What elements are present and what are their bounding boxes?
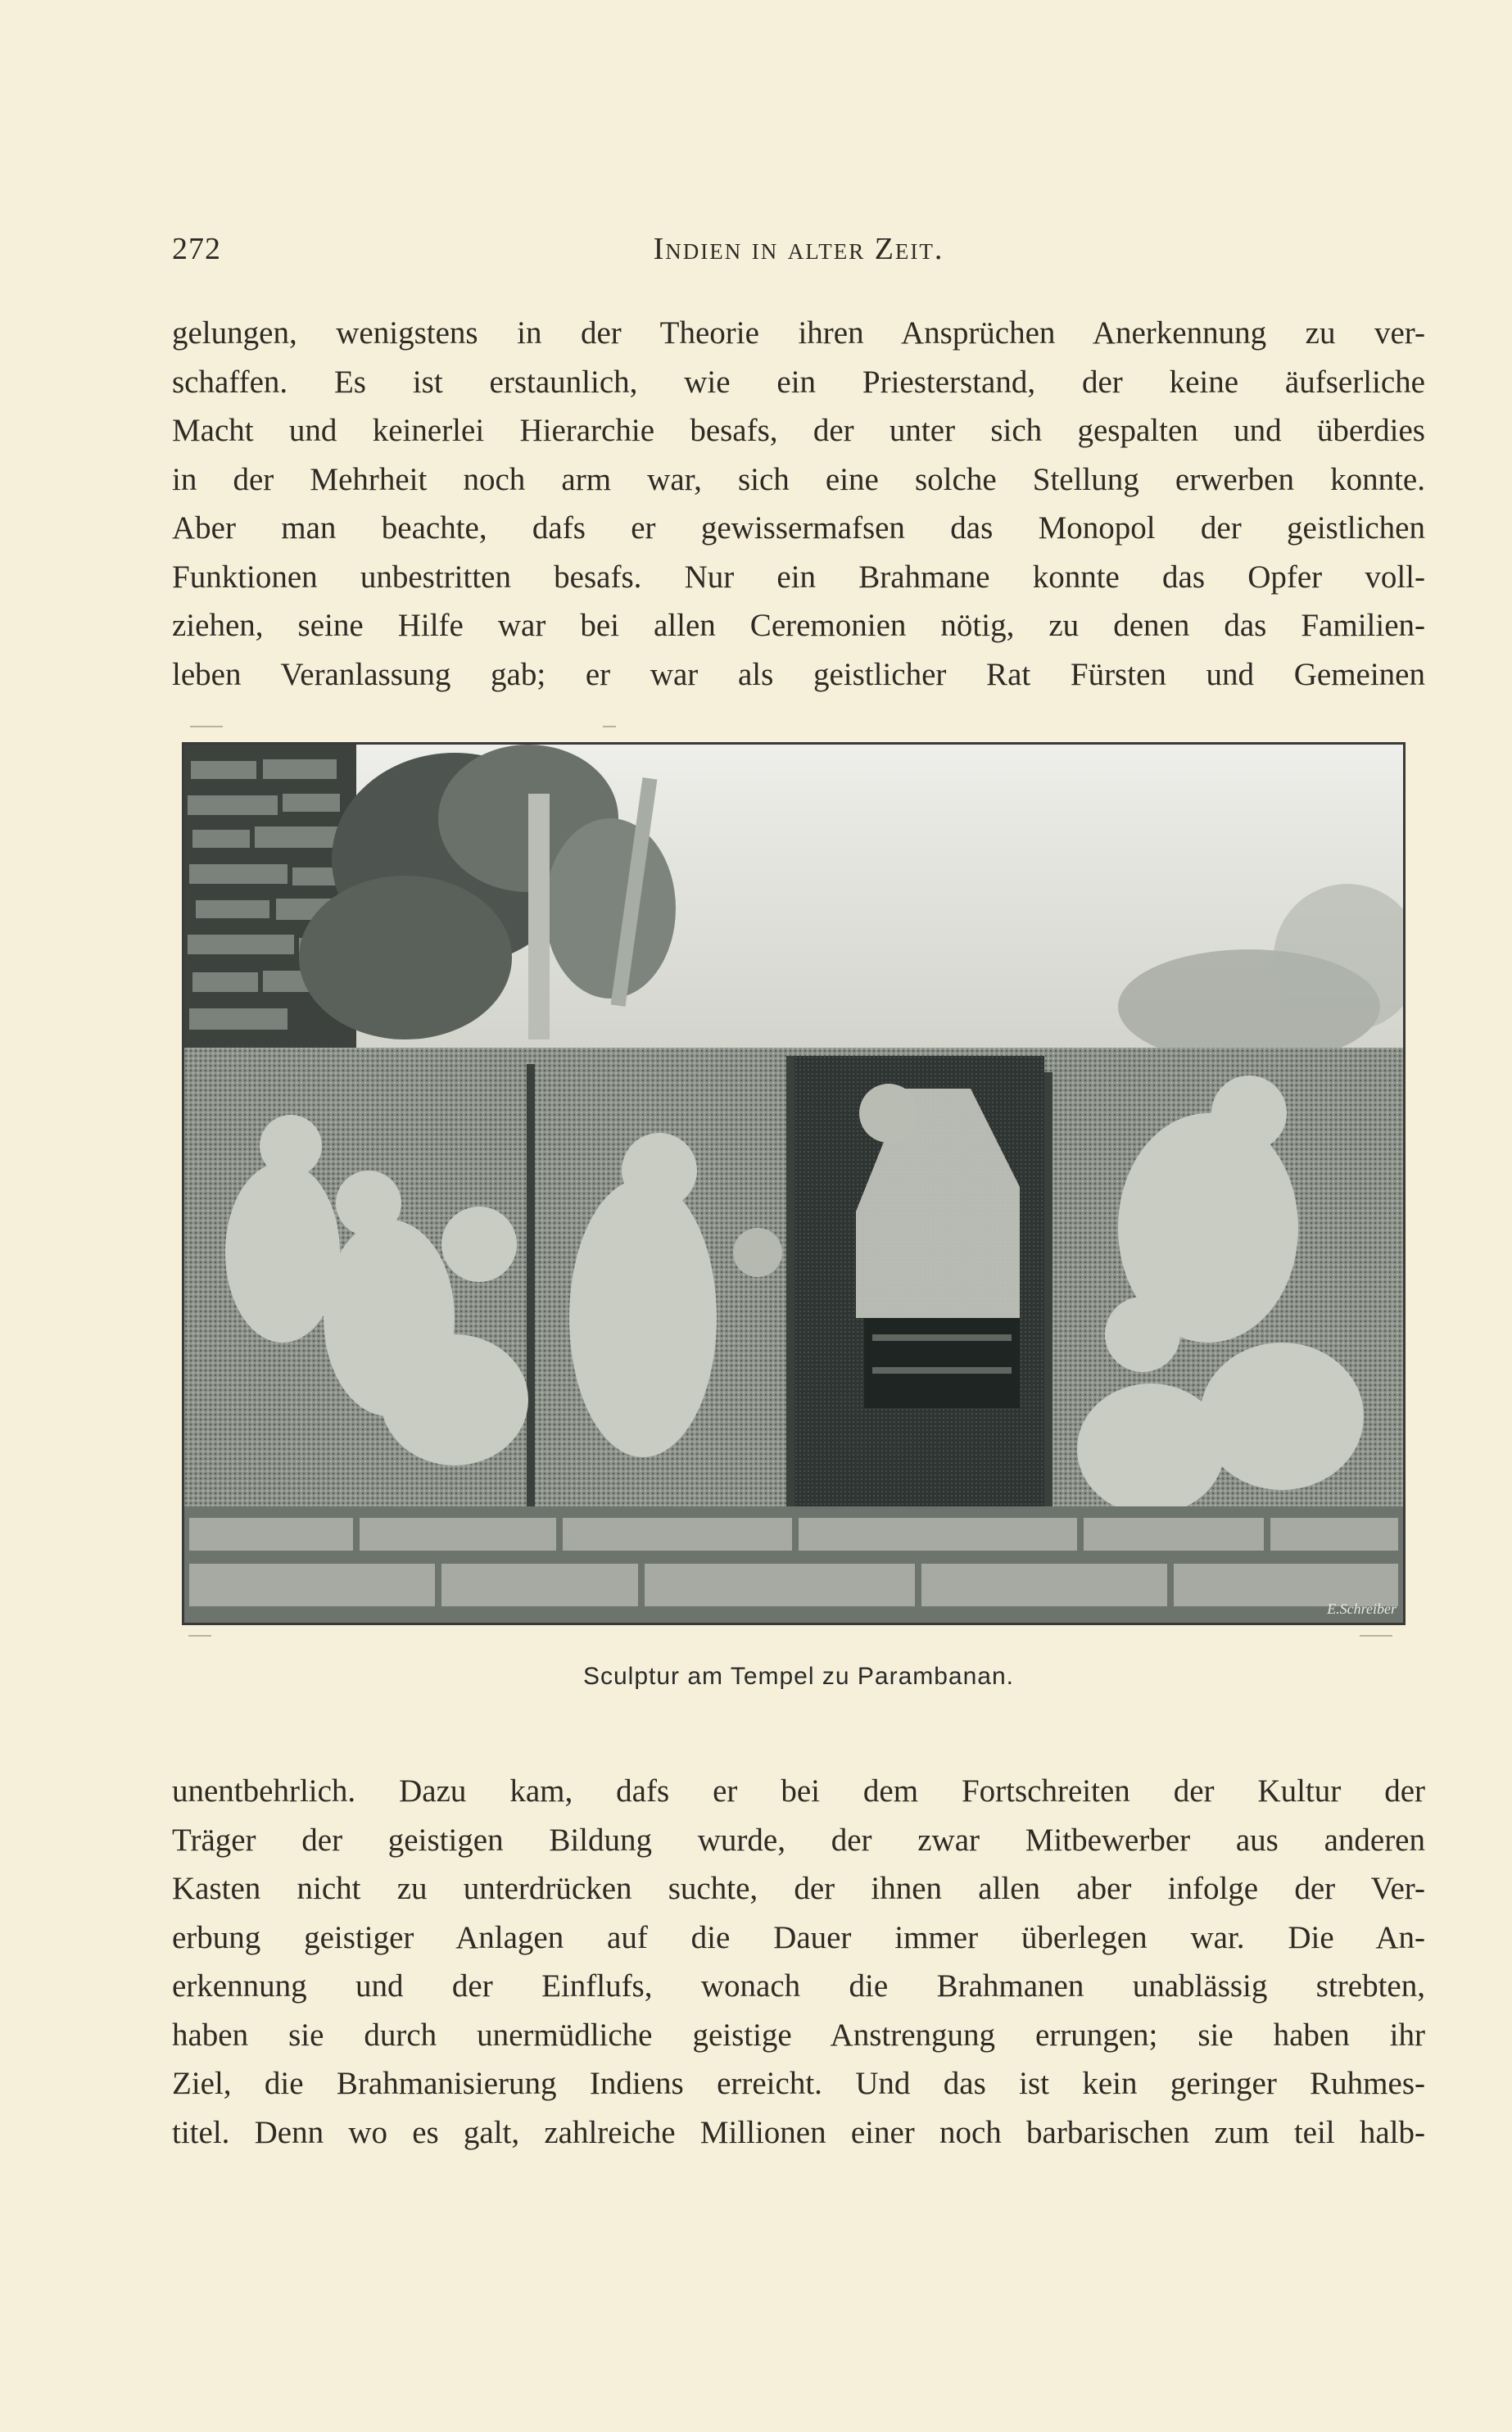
running-head: Indien in alter Zeit. [653,232,944,266]
text-line: schaffen. Es ist erstaunlich, wie ein Priesterstand, der keine äufserliche [172,364,1425,400]
page-header [172,231,1425,277]
engraver-signature: E.Schreiber [1327,1601,1397,1617]
divider [603,726,616,727]
paragraph-top [172,309,1425,699]
text-line: leben Veranlassung gab; er war als geistlicher Rat Fürsten und Gemeinen [172,656,1425,692]
divider [190,726,223,727]
text-line: erbung geistiger Anlagen auf die Dauer immer überlegen war. Die An- [172,1919,1425,1955]
relief-image [184,745,1403,1623]
text-line: in der Mehrheit noch arm war, sich eine solche Stellung erwerben konnte. [172,461,1425,497]
text-line: gelungen, wenigstens in der Theorie ihren Ansprüchen Anerkennung zu ver- [172,315,1425,351]
relief-illustration [182,742,1406,1625]
text-line: Macht und keinerlei Hierarchie besafs, der unter sich gespalten und überdies [172,413,1425,448]
text-line: haben sie durch unermüdliche geistige Anstrengung errungen; sie haben ihr [172,2017,1425,2053]
text-line: Kasten nicht zu unterdrücken suchte, der ihnen allen aber infolge der Ver- [172,1871,1425,1906]
text-line: ziehen, seine Hilfe war bei allen Ceremonien nötig, zu denen das Familien- [172,608,1425,643]
figure-caption: Sculptur am Tempel zu Parambanan. [582,1663,1015,1690]
divider [1360,1635,1392,1637]
text-line: Ziel, die Brahmanisierung Indiens erreicht. Und das ist kein geringer Ruhmes- [172,2066,1425,2101]
text-line: Funktionen unbestritten besafs. Nur ein Brahmane konnte das Opfer voll- [172,559,1425,595]
text-line: Träger der geistigen Bildung wurde, der zwar Mitbewerber aus anderen [172,1822,1425,1858]
text-line: unentbehrlich. Dazu kam, dafs er bei dem Fortschreiten der Kultur der [172,1773,1425,1809]
paragraph-bottom [172,1767,1425,2157]
text-line: Aber man beachte, dafs er gewissermafsen das Monopol der geistlichen [172,510,1425,546]
divider [188,1635,211,1637]
text-line: titel. Denn wo es galt, zahlreiche Millionen einer noch barbarischen zum teil halb- [172,2114,1425,2150]
text-line: erkennung und der Einflufs, wonach die Brahmanen unablässig strebten, [172,1968,1425,2004]
page-number: 272 [172,232,221,266]
